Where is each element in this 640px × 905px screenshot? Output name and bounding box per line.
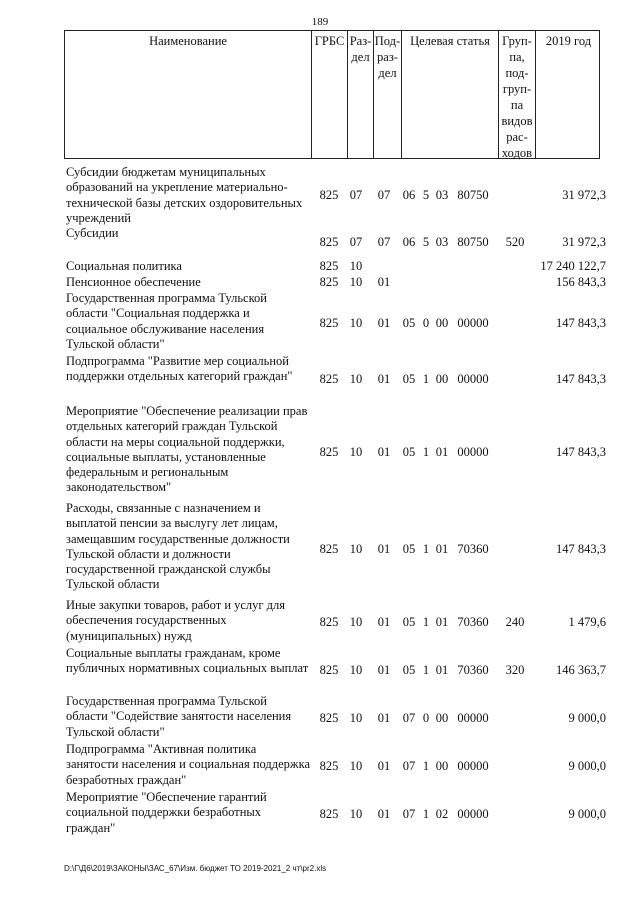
- row-cs-event: 00: [435, 759, 449, 773]
- row-name: Государственная программа Тульской области "Социальная поддержка и социальное обслуживание населения Тульской области": [66, 291, 267, 351]
- row-podrazdel: 07: [377, 235, 391, 249]
- row-amount: 9 000,0: [568, 759, 606, 773]
- row-cs-direction: 70360: [457, 663, 489, 677]
- row-razdel: 07: [349, 235, 363, 249]
- row-cs-subprogram: 1: [422, 807, 430, 821]
- row-cs-program: 05: [402, 316, 416, 330]
- table-header: [64, 30, 600, 159]
- row-cs-direction: 70360: [457, 615, 489, 629]
- row-cs-program: 05: [402, 542, 416, 556]
- row-cs-subprogram: 1: [422, 372, 430, 386]
- row-amount: 31 972,3: [562, 235, 606, 249]
- row-grbs: 825: [319, 275, 339, 289]
- row-cs-direction: 00000: [457, 759, 489, 773]
- row-grbs: 825: [319, 542, 339, 556]
- row-grbs: 825: [319, 235, 339, 249]
- row-grbs: 825: [319, 807, 339, 821]
- row-razdel: 10: [349, 615, 363, 629]
- row-podrazdel: 01: [377, 316, 391, 330]
- row-razdel: 10: [349, 711, 363, 725]
- row-name: Расходы, связанные с назначением и выплатой пенсии за выслугу лет лицам, замещавшим государственные должности Тульской области и должности государственной гражданской службы Тульской области: [66, 501, 290, 592]
- row-cs-event: 01: [435, 542, 449, 556]
- row-expense-group: 240: [505, 615, 525, 629]
- row-cs-program: 05: [402, 663, 416, 677]
- row-razdel: 10: [349, 759, 363, 773]
- row-cs-event: 01: [435, 663, 449, 677]
- row-grbs: 825: [319, 259, 339, 273]
- row-cs-subprogram: 1: [422, 615, 430, 629]
- row-cs-direction: 00000: [457, 807, 489, 821]
- row-amount: 147 843,3: [556, 372, 606, 386]
- row-cs-program: 05: [402, 372, 416, 386]
- row-cs-direction: 00000: [457, 372, 489, 386]
- row-expense-group: 520: [505, 235, 525, 249]
- row-cs-event: 01: [435, 615, 449, 629]
- row-razdel: 10: [349, 445, 363, 459]
- page-number: 189: [311, 16, 329, 28]
- header-razdel: Раз- дел: [348, 31, 374, 158]
- row-name: Субсидии: [66, 226, 119, 240]
- row-name: Подпрограмма "Развитие мер социальной поддержки отдельных категорий граждан": [66, 354, 293, 384]
- row-cs-subprogram: 5: [422, 188, 430, 202]
- row-podrazdel: 01: [377, 542, 391, 556]
- row-amount: 156 843,3: [556, 275, 606, 289]
- row-cs-event: 00: [435, 372, 449, 386]
- row-podrazdel: 07: [377, 188, 391, 202]
- row-cs-direction: 00000: [457, 711, 489, 725]
- row-cs-subprogram: 1: [422, 445, 430, 459]
- row-expense-group: 320: [505, 663, 525, 677]
- row-cs-event: 00: [435, 711, 449, 725]
- row-podrazdel: 01: [377, 372, 391, 386]
- row-amount: 147 843,3: [556, 316, 606, 330]
- row-name: Социальная политика: [66, 259, 182, 273]
- header-expense-group: Груп- па, под- груп- па видов рас- ходов: [499, 31, 536, 158]
- row-podrazdel: 01: [377, 807, 391, 821]
- row-amount: 1 479,6: [568, 615, 606, 629]
- row-cs-event: 02: [435, 807, 449, 821]
- row-razdel: 07: [349, 188, 363, 202]
- row-amount: 31 972,3: [562, 188, 606, 202]
- row-name: Мероприятие "Обеспечение гарантий социальной поддержки безработных граждан": [66, 790, 267, 835]
- row-cs-program: 05: [402, 445, 416, 459]
- header-year: 2019 год: [545, 34, 592, 48]
- row-cs-subprogram: 1: [422, 663, 430, 677]
- row-razdel: 10: [349, 372, 363, 386]
- row-razdel: 10: [349, 275, 363, 289]
- row-cs-subprogram: 0: [422, 316, 430, 330]
- row-name: Субсидии бюджетам муниципальных образований на укрепление материально-технической базы детских оздоровительных учреждений: [66, 165, 303, 225]
- row-amount: 146 363,7: [556, 663, 606, 677]
- row-cs-event: 03: [435, 235, 449, 249]
- row-cs-program: 07: [402, 807, 416, 821]
- row-amount: 147 843,3: [556, 542, 606, 556]
- row-razdel: 10: [349, 542, 363, 556]
- row-name: Мероприятие "Обеспечение реализации прав отдельных категорий граждан Тульской области на меры социальной поддержки, социальные выплаты, установленные федеральным и региональным законодательством": [66, 404, 308, 495]
- row-podrazdel: 01: [377, 275, 391, 289]
- row-grbs: 825: [319, 663, 339, 677]
- row-podrazdel: 01: [377, 759, 391, 773]
- row-cs-subprogram: 0: [422, 711, 430, 725]
- row-amount: 9 000,0: [568, 807, 606, 821]
- header-name: Наименование: [65, 31, 312, 158]
- row-name: Социальные выплаты гражданам, кроме публичных нормативных социальных выплат: [66, 646, 309, 676]
- row-name: Пенсионное обеспечение: [66, 275, 201, 289]
- row-amount: 147 843,3: [556, 445, 606, 459]
- row-razdel: 10: [349, 663, 363, 677]
- file-path-footer: D:\Г\Д6\2019\ЗАКОНЫ\ЗАС_67\Изм. бюджет ТО 2019-2021_2 чт\pr2.xls: [64, 864, 327, 873]
- row-cs-event: 03: [435, 188, 449, 202]
- row-cs-event: 00: [435, 316, 449, 330]
- row-amount: 17 240 122,7: [540, 259, 606, 273]
- row-grbs: 825: [319, 445, 339, 459]
- row-razdel: 10: [349, 316, 363, 330]
- row-grbs: 825: [319, 711, 339, 725]
- row-cs-program: 06: [402, 235, 416, 249]
- row-cs-event: 01: [435, 445, 449, 459]
- row-cs-subprogram: 5: [422, 235, 430, 249]
- row-grbs: 825: [319, 615, 339, 629]
- row-grbs: 825: [319, 759, 339, 773]
- row-cs-program: 05: [402, 615, 416, 629]
- row-amount: 9 000,0: [568, 711, 606, 725]
- row-cs-program: 07: [402, 759, 416, 773]
- row-podrazdel: 01: [377, 615, 391, 629]
- row-cs-direction: 70360: [457, 542, 489, 556]
- row-cs-direction: 00000: [457, 316, 489, 330]
- row-cs-subprogram: 1: [422, 759, 430, 773]
- header-grbs: ГРБС: [312, 31, 348, 158]
- row-cs-program: 07: [402, 711, 416, 725]
- row-grbs: 825: [319, 316, 339, 330]
- row-podrazdel: 01: [377, 663, 391, 677]
- row-cs-direction: 00000: [457, 445, 489, 459]
- row-cs-subprogram: 1: [422, 542, 430, 556]
- header-target-article: Целевая статья: [402, 31, 499, 158]
- row-cs-program: 06: [402, 188, 416, 202]
- row-razdel: 10: [349, 259, 363, 273]
- header-podrazdel: Под- раз- дел: [374, 31, 402, 158]
- row-grbs: 825: [319, 188, 339, 202]
- row-name: Государственная программа Тульской области "Содействие занятости населения Тульской области": [66, 694, 292, 739]
- row-name: Подпрограмма "Активная политика занятости населения и социальная поддержка безработных граждан": [66, 742, 311, 787]
- row-grbs: 825: [319, 372, 339, 386]
- row-name: Иные закупки товаров, работ и услуг для обеспечения государственных (муниципальных) нужд: [66, 598, 286, 643]
- row-cs-direction: 80750: [457, 188, 489, 202]
- row-podrazdel: 01: [377, 445, 391, 459]
- row-razdel: 10: [349, 807, 363, 821]
- row-cs-direction: 80750: [457, 235, 489, 249]
- row-podrazdel: 01: [377, 711, 391, 725]
